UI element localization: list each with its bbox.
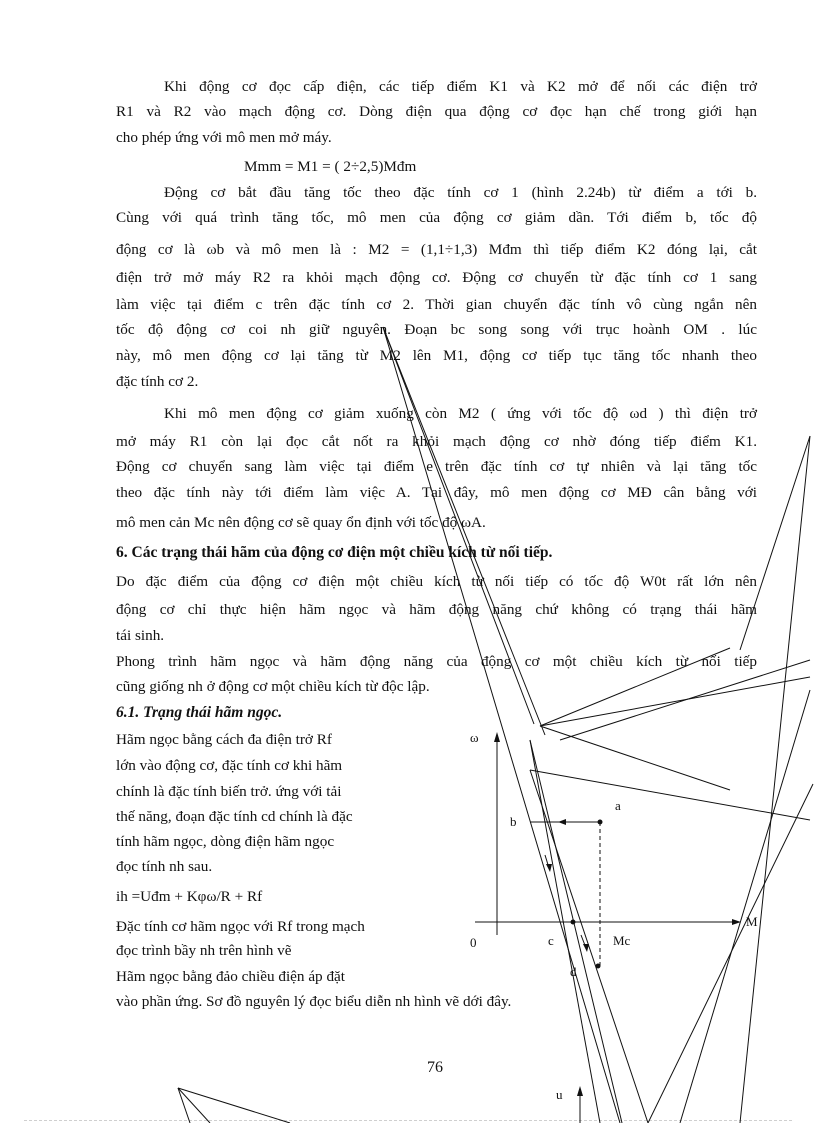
text-line: này, mô men động cơ lại tăng từ M2 lên M1, động cơ tiếp tục tăng tốc nhanh theo — [116, 347, 757, 364]
point-c — [571, 920, 576, 925]
omega-axis-arrow — [494, 732, 500, 742]
label-m: M — [746, 914, 758, 929]
label-b: b — [510, 814, 517, 829]
text-line: Đặc tính cơ hãm ngọc với Rf trong mạch — [116, 918, 365, 935]
direction-arrow — [581, 935, 586, 948]
text-line: động cơ chỉ thực hiện hãm ngọc và hãm động năng chứ không có trạng thái hãm — [116, 601, 757, 618]
u-axis-arrow — [577, 1086, 583, 1096]
direction-arrowhead — [546, 864, 552, 872]
text-line: động cơ là ωb và mô men là : M2 = (1,1÷1,3) Mđm thì tiếp điểm K2 đóng lại, cắt — [116, 241, 757, 258]
point-d — [596, 964, 601, 969]
label-mc: Mc — [613, 933, 631, 948]
heading-6-1: 6.1. Trạng thái hãm ngọc. — [116, 704, 283, 721]
text-line: Do đặc điểm của động cơ điện một chiều kích từ nối tiếp có tốc độ W0t rất lớn nên — [116, 573, 757, 590]
text-line: vào phần ứng. Sơ đồ nguyên lý đọc biểu diễn nh hình vẽ dới đây. — [116, 993, 512, 1010]
text-line: tính hãm ngọc, dòng điện hãm ngọc — [116, 833, 335, 850]
text-line: thế năng, đoạn đặc tính cd chính là đặc — [116, 808, 353, 825]
text-line: Động cơ bắt đầu tăng tốc theo đặc tính cơ 1 (hình 2.24b) từ điểm a tới b. — [164, 184, 757, 201]
point-a — [598, 820, 603, 825]
formula-mmm: Mmm = M1 = ( 2÷2,5)Mđm — [244, 158, 417, 175]
page-bottom-rule — [24, 1120, 792, 1121]
text-line: đặc tính cơ 2. — [116, 373, 199, 390]
label-u: u — [556, 1087, 563, 1102]
text-line: Hãm ngọc bằng cách đa điện trở Rf — [116, 731, 332, 748]
text-line: Cùng với quá trình tăng tốc, mô men của động cơ giảm dần. Tới điểm b, tốc độ — [116, 209, 757, 226]
m-axis-arrow — [732, 919, 741, 925]
text-line: chính là đặc tính biến trở. ứng với tải — [116, 783, 342, 800]
text-line: Phong trình hãm ngọc và hãm động năng của động cơ một chiều kích từ nối tiếp — [116, 653, 757, 670]
label-d: d — [570, 964, 577, 979]
label-omega: ω — [470, 730, 479, 745]
text-line: cho phép ứng với mô men mở máy. — [116, 129, 332, 146]
label-origin: 0 — [470, 935, 477, 950]
segment-bc-arrow — [558, 819, 566, 825]
text-line: mở máy R1 còn lại đọc cắt nốt ra khỏi mạch động cơ nhờ đóng tiếp điểm K1. — [116, 433, 757, 450]
text-line: R1 và R2 vào mạch động cơ. Dòng điện qua động cơ đọc hạn chế trong giới hạn — [116, 103, 757, 120]
label-c: c — [548, 933, 554, 948]
text-line: theo đặc tính này tới điểm làm việc A. Tại đây, mô men động cơ MĐ cân bằng với — [116, 484, 757, 501]
text-line: làm việc tại điểm c trên đặc tính cơ 2. Thời gian chuyển đặc tính vô cùng ngắn nên — [116, 296, 757, 313]
text-line: đọc tính nh sau. — [116, 858, 213, 875]
text-line: tốc độ động cơ coi nh giữ nguyên. Đoạn bc song song với trục hoành OM . lúc — [116, 321, 757, 338]
label-a: a — [615, 798, 621, 813]
heading-6: 6. Các trạng thái hãm của động cơ điện một chiều kích từ nối tiếp. — [116, 544, 553, 561]
text-line: tái sinh. — [116, 627, 165, 644]
formula-ih: ih =Uđm + Kφω/R + Rf — [116, 888, 263, 905]
text-line: mô men cản Mc nên động cơ sẽ quay ổn định với tốc độ ωA. — [116, 514, 486, 531]
text-line: lớn vào động cơ, đặc tính cơ khi hãm — [116, 757, 343, 774]
text-line: điện trở mở máy R2 ra khỏi mạch động cơ. Động cơ chuyển từ đặc tính cơ 1 sang — [116, 269, 757, 286]
text-line: đọc trình bầy nh trên hình vẽ — [116, 942, 292, 959]
text-line: Khi mô men động cơ giảm xuống còn M2 ( ứng với tốc độ ωd ) thì điện trở — [164, 405, 757, 422]
text-line: cũng giống nh ở động cơ một chiều kích từ độc lập. — [116, 678, 430, 695]
direction-arrow — [545, 855, 549, 868]
page-number: 76 — [427, 1059, 443, 1076]
text-line: Hãm ngọc bằng đảo chiều điện áp đặt — [116, 968, 345, 985]
direction-arrowhead — [583, 944, 589, 952]
text-line: Động cơ chuyển sang làm việc tại điểm e trên đặc tính cơ tự nhiên và lại tăng tốc — [116, 458, 757, 475]
text-line: Khi động cơ đọc cấp điện, các tiếp điểm K1 và K2 mở để nối các điện trở — [164, 78, 757, 95]
